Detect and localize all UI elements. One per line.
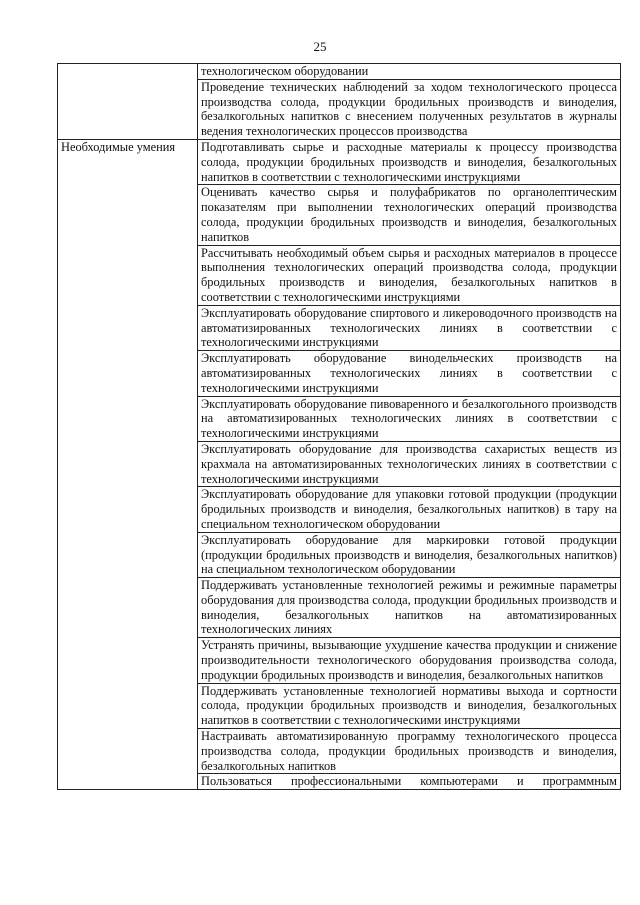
continued-text-cell: технологическом оборудовании: [198, 64, 621, 80]
table-body: [58, 64, 621, 790]
skill-text-cell: Рассчитывать необходимый объем сырья и расходных материалов в процессе выполнения технологических операций производства солода, продукции бродильных производств и виноделия, безалкогольных напитков в соответствии с технологическими инструкциями: [198, 245, 621, 305]
page-number: 25: [313, 39, 327, 54]
skill-text-cell: Устранять причины, вызывающие ухудшение качества продукции и снижение производительности технологического оборудования производства солода, продукции бродильных производств и виноделия, безалкогольных напитков: [198, 638, 621, 683]
skill-text-cell: Подготавливать сырье и расходные материалы к процессу производства солода, продукции бродильных производств и виноделия, безалкогольных напитков в соответствии с технологическими инструкциями: [198, 139, 621, 184]
skill-text-cell: Эксплуатировать оборудование для маркировки готовой продукции (продукции бродильных производств и виноделия, безалкогольных напитков) на специальном технологическом оборудовании: [198, 532, 621, 577]
skill-text-cell: Эксплуатировать оборудование для производства сахаристых веществ из крахмала на автоматизированных технологических линиях в соответствии с технологическими инструкциями: [198, 441, 621, 486]
skill-text-cell: Эксплуатировать оборудование пивоваренного и безалкогольного производств на автоматизированных технологических линиях в соответствии с технологическими инструкциями: [198, 396, 621, 441]
table-row: [58, 139, 621, 184]
skill-text-cell: Поддерживать установленные технологией нормативы выхода и сортности солода, продукции бродильных производств и виноделия, безалкогольных напитков в соответствии с технологическими инструкциями: [198, 683, 621, 728]
skill-text-cell: Эксплуатировать оборудование винодельческих производств на автоматизированных технологических линиях в соответствии с технологическими инструкциями: [198, 351, 621, 396]
skill-text-cell: Эксплуатировать оборудование для упаковки готовой продукции (продукции бродильных производств и виноделия, безалкогольных напитков) в тару на специальном технологическом оборудовании: [198, 487, 621, 532]
continued-text-cell: Проведение технических наблюдений за ходом технологического процесса производства солода, продукции бродильных производств и виноделия, безалкогольных напитков с внесением полученных результатов в журналы ведения технологических процессов производства: [198, 79, 621, 139]
label-cell-empty: [58, 64, 198, 140]
skill-text-cell: Эксплуатировать оборудование спиртового и ликероводочного производств на автоматизированных технологических линиях в соответствии с технологическими инструкциями: [198, 305, 621, 350]
skill-text-cell: Пользоваться профессиональными компьютерами и программным: [198, 774, 621, 790]
skills-label: Необходимые умения: [58, 139, 198, 789]
skill-text-cell: Поддерживать установленные технологией режимы и режимные параметры оборудования для производства солода, продукции бродильных производств и виноделия, безалкогольных напитков на автоматизированных технологических линиях: [198, 578, 621, 638]
skill-text-cell: Оценивать качество сырья и полуфабрикатов по органолептическим показателям при выполнении технологических операций производства солода, продукции бродильных производств и виноделия, безалкогольных напитков: [198, 185, 621, 245]
skill-text-cell: Настраивать автоматизированную программу технологического процесса производства солода, продукции бродильных производств и виноделия, безалкогольных напитков: [198, 729, 621, 774]
table-row: [58, 64, 621, 80]
requirements-table: [57, 63, 621, 790]
